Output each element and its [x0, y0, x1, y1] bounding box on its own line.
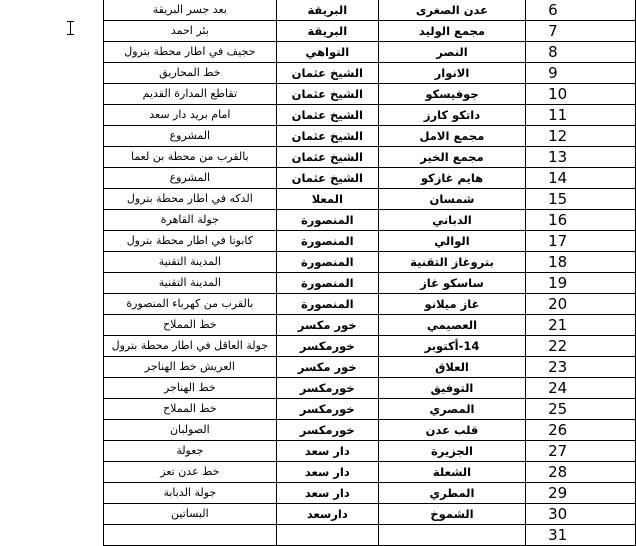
row-number-cell[interactable]: 10: [526, 84, 636, 105]
district-cell[interactable]: الشيخ عثمان: [276, 126, 378, 147]
place-cell[interactable]: كابوتا في اطار محطة بترول: [104, 231, 277, 252]
district-cell[interactable]: المنصورة: [276, 210, 378, 231]
district-cell[interactable]: دار سعد: [276, 441, 378, 462]
row-number-cell[interactable]: 13: [526, 147, 636, 168]
station-name-cell[interactable]: العصيمي: [378, 315, 525, 336]
row-number-cell[interactable]: 26: [526, 420, 636, 441]
table-row: [104, 399, 636, 420]
place-cell[interactable]: جولة القاهرة: [104, 210, 277, 231]
district-cell[interactable]: خورمكسر: [276, 336, 378, 357]
table-row: [104, 105, 636, 126]
row-number-cell[interactable]: 14: [526, 168, 636, 189]
text-cursor-icon: [70, 21, 71, 35]
table-row: [104, 0, 636, 21]
table-row: [104, 42, 636, 63]
station-name-cell[interactable]: الجزيرة: [378, 441, 525, 462]
row-number-cell[interactable]: 29: [526, 483, 636, 504]
place-cell[interactable]: بعد جسر البريقة: [104, 0, 277, 21]
row-number-cell[interactable]: 11: [526, 105, 636, 126]
place-cell[interactable]: خط عدن تعز: [104, 462, 277, 483]
table-row: [104, 462, 636, 483]
table-row: [104, 210, 636, 231]
row-number-cell[interactable]: 8: [526, 42, 636, 63]
place-cell[interactable]: خط المحاريق: [104, 63, 277, 84]
table-row: [104, 189, 636, 210]
place-cell[interactable]: حجيف في اطار محطة بترول: [104, 42, 277, 63]
gas-stations-table: [103, 0, 636, 546]
table-row: [104, 315, 636, 336]
district-cell[interactable]: الشيخ عثمان: [276, 147, 378, 168]
district-cell[interactable]: المعلا: [276, 189, 378, 210]
place-cell[interactable]: امام بريد دار سعد: [104, 105, 277, 126]
district-cell[interactable]: الشيخ عثمان: [276, 84, 378, 105]
place-cell[interactable]: المشروع: [104, 168, 277, 189]
row-number-cell[interactable]: 28: [526, 462, 636, 483]
district-cell[interactable]: الشيخ عثمان: [276, 168, 378, 189]
row-number-cell[interactable]: 25: [526, 399, 636, 420]
place-cell[interactable]: الصولبان: [104, 420, 277, 441]
station-name-cell[interactable]: التوفيق: [378, 378, 525, 399]
station-name-cell[interactable]: الدباني: [378, 210, 525, 231]
station-name-cell[interactable]: جوفيسكو: [378, 84, 525, 105]
row-number-cell[interactable]: 19: [526, 273, 636, 294]
place-cell[interactable]: بئر احمد: [104, 21, 277, 42]
place-cell[interactable]: المدينة التقنية: [104, 273, 277, 294]
station-name-cell[interactable]: مجمع الوليد: [378, 21, 525, 42]
place-cell[interactable]: جولة الدبابة: [104, 483, 277, 504]
district-cell[interactable]: الشيخ عثمان: [276, 105, 378, 126]
district-cell[interactable]: الشيخ عثمان: [276, 63, 378, 84]
table-row: [104, 336, 636, 357]
table-row: [104, 378, 636, 399]
table-row: [104, 63, 636, 84]
station-name-cell[interactable]: المطري: [378, 483, 525, 504]
table-row: [104, 441, 636, 462]
row-number-cell[interactable]: 15: [526, 189, 636, 210]
row-number-cell[interactable]: 7: [526, 21, 636, 42]
district-cell[interactable]: البريقة: [276, 21, 378, 42]
place-cell[interactable]: الدكه في اطار محطة بترول: [104, 189, 277, 210]
place-cell[interactable]: تقاطع المدارة القديم: [104, 84, 277, 105]
row-number-cell[interactable]: 12: [526, 126, 636, 147]
row-number-cell[interactable]: 20: [526, 294, 636, 315]
station-name-cell[interactable]: داتكو كارز: [378, 105, 525, 126]
row-number-cell[interactable]: 30: [526, 504, 636, 525]
place-cell[interactable]: [104, 525, 277, 546]
station-name-cell[interactable]: بتروغاز التقنية: [378, 252, 525, 273]
place-cell[interactable]: البساتين: [104, 504, 277, 525]
table-row: [104, 420, 636, 441]
row-number-cell[interactable]: 24: [526, 378, 636, 399]
place-cell[interactable]: خط المملاح: [104, 315, 277, 336]
station-name-cell[interactable]: المصري: [378, 399, 525, 420]
table-row: [104, 252, 636, 273]
place-cell[interactable]: خط الهناجر: [104, 378, 277, 399]
district-cell[interactable]: المنصورة: [276, 231, 378, 252]
district-cell[interactable]: البريقة: [276, 0, 378, 21]
table-row: [104, 21, 636, 42]
district-cell[interactable]: [276, 525, 378, 546]
district-cell[interactable]: خور مكسر: [276, 357, 378, 378]
table-row: [104, 168, 636, 189]
district-cell[interactable]: خورمكسر: [276, 399, 378, 420]
row-number-cell[interactable]: 21: [526, 315, 636, 336]
table-row: [104, 357, 636, 378]
station-name-cell[interactable]: النصر: [378, 42, 525, 63]
table-row: [104, 294, 636, 315]
station-name-cell[interactable]: العلاق: [378, 357, 525, 378]
place-cell[interactable]: جولة العاقل في اطار محطة بترول: [104, 336, 277, 357]
station-name-cell[interactable]: قلب عدن: [378, 420, 525, 441]
station-name-cell[interactable]: الوالي: [378, 231, 525, 252]
district-cell[interactable]: المنصورة: [276, 252, 378, 273]
station-name-cell[interactable]: مجمع الخير: [378, 147, 525, 168]
station-name-cell[interactable]: هايم غازكو: [378, 168, 525, 189]
place-cell[interactable]: العريش خط الهناجر: [104, 357, 277, 378]
station-name-cell[interactable]: شمسان: [378, 189, 525, 210]
station-name-cell[interactable]: ساسكو غاز: [378, 273, 525, 294]
table-row: [104, 525, 636, 546]
district-cell[interactable]: خورمكسر: [276, 420, 378, 441]
table-row: [104, 273, 636, 294]
station-name-cell[interactable]: 14-أكتوبر: [378, 336, 525, 357]
place-cell[interactable]: المشروع: [104, 126, 277, 147]
place-cell[interactable]: خط المملاح: [104, 399, 277, 420]
place-cell[interactable]: بالقرب من كهرباء المنصورة: [104, 294, 277, 315]
station-name-cell[interactable]: الانوار: [378, 63, 525, 84]
district-cell[interactable]: خور مكسر: [276, 315, 378, 336]
station-name-cell[interactable]: الشعلة: [378, 462, 525, 483]
station-name-cell[interactable]: غاز ميلانو: [378, 294, 525, 315]
row-number-cell[interactable]: 23: [526, 357, 636, 378]
row-number-cell[interactable]: 6: [526, 0, 636, 21]
station-name-cell[interactable]: مجمع الامل: [378, 126, 525, 147]
place-cell[interactable]: المدينة التقنية: [104, 252, 277, 273]
district-cell[interactable]: دار سعد: [276, 483, 378, 504]
table-row: [104, 84, 636, 105]
place-cell[interactable]: بالقرب من محطة بن لعما: [104, 147, 277, 168]
row-number-cell[interactable]: 31: [526, 525, 636, 546]
place-cell[interactable]: جعولة: [104, 441, 277, 462]
station-name-cell[interactable]: الشموخ: [378, 504, 525, 525]
table-body: [104, 0, 636, 546]
district-cell[interactable]: التواهي: [276, 42, 378, 63]
table-row: [104, 126, 636, 147]
row-number-cell[interactable]: 9: [526, 63, 636, 84]
table-row: [104, 504, 636, 525]
row-number-cell[interactable]: 16: [526, 210, 636, 231]
station-name-cell[interactable]: [378, 525, 525, 546]
table-row: [104, 147, 636, 168]
district-cell[interactable]: المنصورة: [276, 273, 378, 294]
district-cell[interactable]: دار سعد: [276, 462, 378, 483]
district-cell[interactable]: خورمكسر: [276, 378, 378, 399]
row-number-cell[interactable]: 22: [526, 336, 636, 357]
row-number-cell[interactable]: 18: [526, 252, 636, 273]
district-cell[interactable]: دارسعد: [276, 504, 378, 525]
row-number-cell[interactable]: 27: [526, 441, 636, 462]
table-row: [104, 483, 636, 504]
row-number-cell[interactable]: 17: [526, 231, 636, 252]
station-name-cell[interactable]: عدن الصغرى: [378, 0, 525, 21]
district-cell[interactable]: المنصورة: [276, 294, 378, 315]
table-row: [104, 231, 636, 252]
